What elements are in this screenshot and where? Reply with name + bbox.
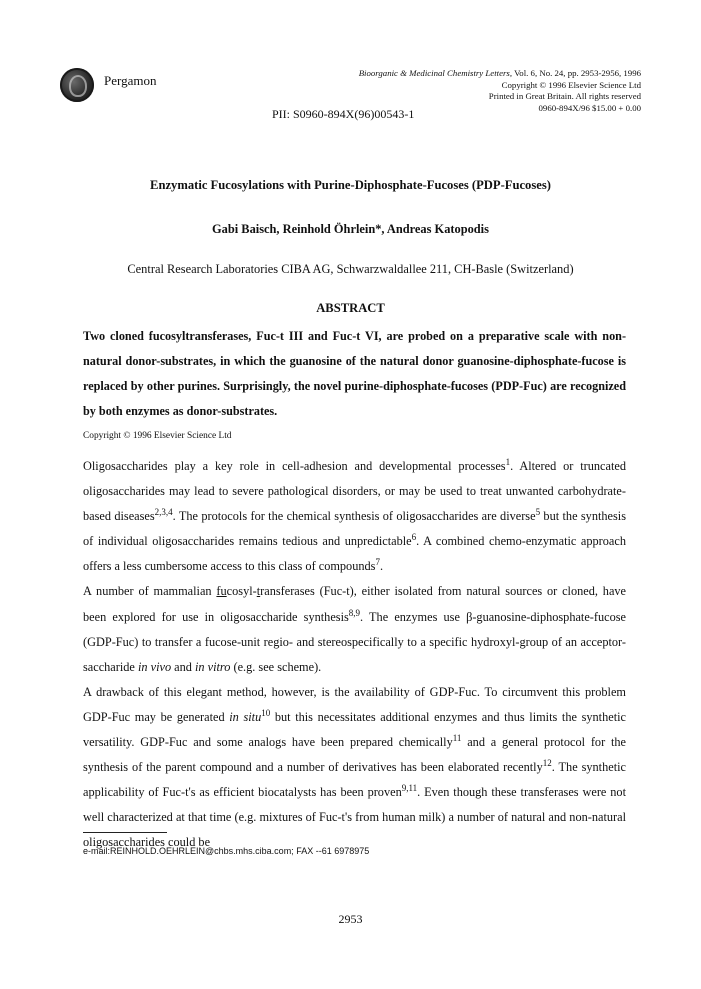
article-affiliation: Central Research Laboratories CIBA AG, Schwarzwaldallee 211, CH-Basle (Switzerland) [127,262,574,276]
article-title: Enzymatic Fucosylations with Purine-Diphosphate-Fucoses (PDP-Fucoses) [150,178,551,192]
abstract-text: Two cloned fucosyltransferases, Fuc-t III and Fuc-t VI, are probed on a preparative scale with non-natural donor-substrates, in which the guanosine of the natural donor guanosine-diphosphate-fucose is replaced by other purines. Surprisingly, the novel purine-diphosphate-fucoses (PDP-Fuc) are recognized by both enzymes as donor-substrates. [83,329,626,418]
text-run: cosyl- [226,584,257,599]
text-run: . Even though these transferases were not well characterized at that time (e.g. mixtures of Fuc-t's from human milk) a number of natural and non-natural oligosaccharides could be [83,785,626,850]
italic-text: in vitro [195,659,231,674]
body-text [83,454,626,856]
reference-superscript: 1 [505,457,511,467]
pii-identifier: PII: S0960-894X(96)00543-1 [272,107,415,121]
reference-superscript: 6 [411,532,417,543]
footnote-divider [83,832,167,833]
text-run: . [379,559,384,574]
text-run: ransferases (Fuc-t), either isolated from natural sources or cloned, have been explored for use in oligosaccharide synthesis [83,584,627,624]
pergamon-logo-icon [60,68,94,102]
reference-superscript: 10 [261,707,271,718]
italic-text: in situ [229,709,262,724]
text-run: and [171,659,195,674]
paragraph-3 [83,680,626,856]
journal-copyright: Copyright © 1996 Elsevier Science Ltd [501,79,641,90]
text-run: . The enzymes use β-guanosine-diphosphate-fucose (GDP-Fuc) to transfer a fucose-unit regio- and stereospecifically to a specific hydroxyl-group of an acceptor-saccharide [83,609,626,674]
underlined-text: t [256,584,261,599]
reference-superscript: 9,11 [401,783,418,794]
journal-price: 0960-894X/96 $15.00 + 0.00 [538,102,641,113]
text-run: . The synthetic applicability of Fuc-t's as efficient biocatalysts has been proven [83,760,627,800]
article-authors: Gabi Baisch, Reinhold Öhrlein*, Andreas Katopodis [212,222,489,236]
text-run: and a general protocol for the synthesis of the parent compound and a number of derivatives has been elaborated recently [83,735,627,775]
reference-superscript: 8,9 [348,607,361,618]
footnote-email: e-mail:REINHOLD.OEHRLEIN@chbs.mhs.ciba.com; FAX --61 6978975 [83,846,370,856]
text-run: . The protocols for the chemical synthesis of oligosaccharides are diverse [172,509,536,524]
reference-superscript: 5 [535,507,541,518]
underlined-text: fu [216,584,227,599]
paragraph-2 [83,579,626,679]
publisher-name: Pergamon [104,73,157,88]
page-number: 2953 [338,912,363,926]
text-run: but the synthesis of individual oligosaccharides remains tedious and unpredictable [83,509,626,549]
text-run: (e.g. see scheme). [230,659,322,674]
journal-title: Bioorganic & Medicinal Chemistry Letters, [358,68,513,78]
text-run: Oligosaccharides play a key role in cell-adhesion and developmental processes [83,459,506,473]
reference-superscript: 2,3,4 [154,507,173,518]
journal-citation [301,68,641,80]
paragraph-1 [83,454,626,579]
journal-printed: Printed in Great Britain. All rights reserved [488,91,641,101]
text-run: A number of mammalian [83,584,217,599]
text-run: A drawback of this elegant method, however, is the availability of GDP-Fuc. To circumvent this problem GDP-Fuc may be generated [83,684,626,724]
reference-superscript: 7 [375,557,380,568]
journal-volume: Vol. 6, No. 24, pp. 2953-2956, 1996 [512,68,641,78]
italic-text: in vivo [137,659,172,674]
reference-superscript: 12 [542,758,552,769]
abstract-heading: ABSTRACT [316,301,385,315]
reference-superscript: 11 [452,733,462,744]
text-run: but this necessitates additional enzymes and thus limits the synthetic versatility. GDP-Fuc and some analogs have been prepared chemically [83,709,626,750]
abstract-copyright: Copyright © 1996 Elsevier Science Ltd [83,431,232,441]
text-run: . Altered or truncated oligosaccharides may lead to severe pathological disorders, or may be used to treat unwanted carbohydrate-based diseases [83,459,626,524]
text-run: . A combined chemo-enzymatic approach offers a less cumbersome access to this class of compounds [83,534,626,574]
